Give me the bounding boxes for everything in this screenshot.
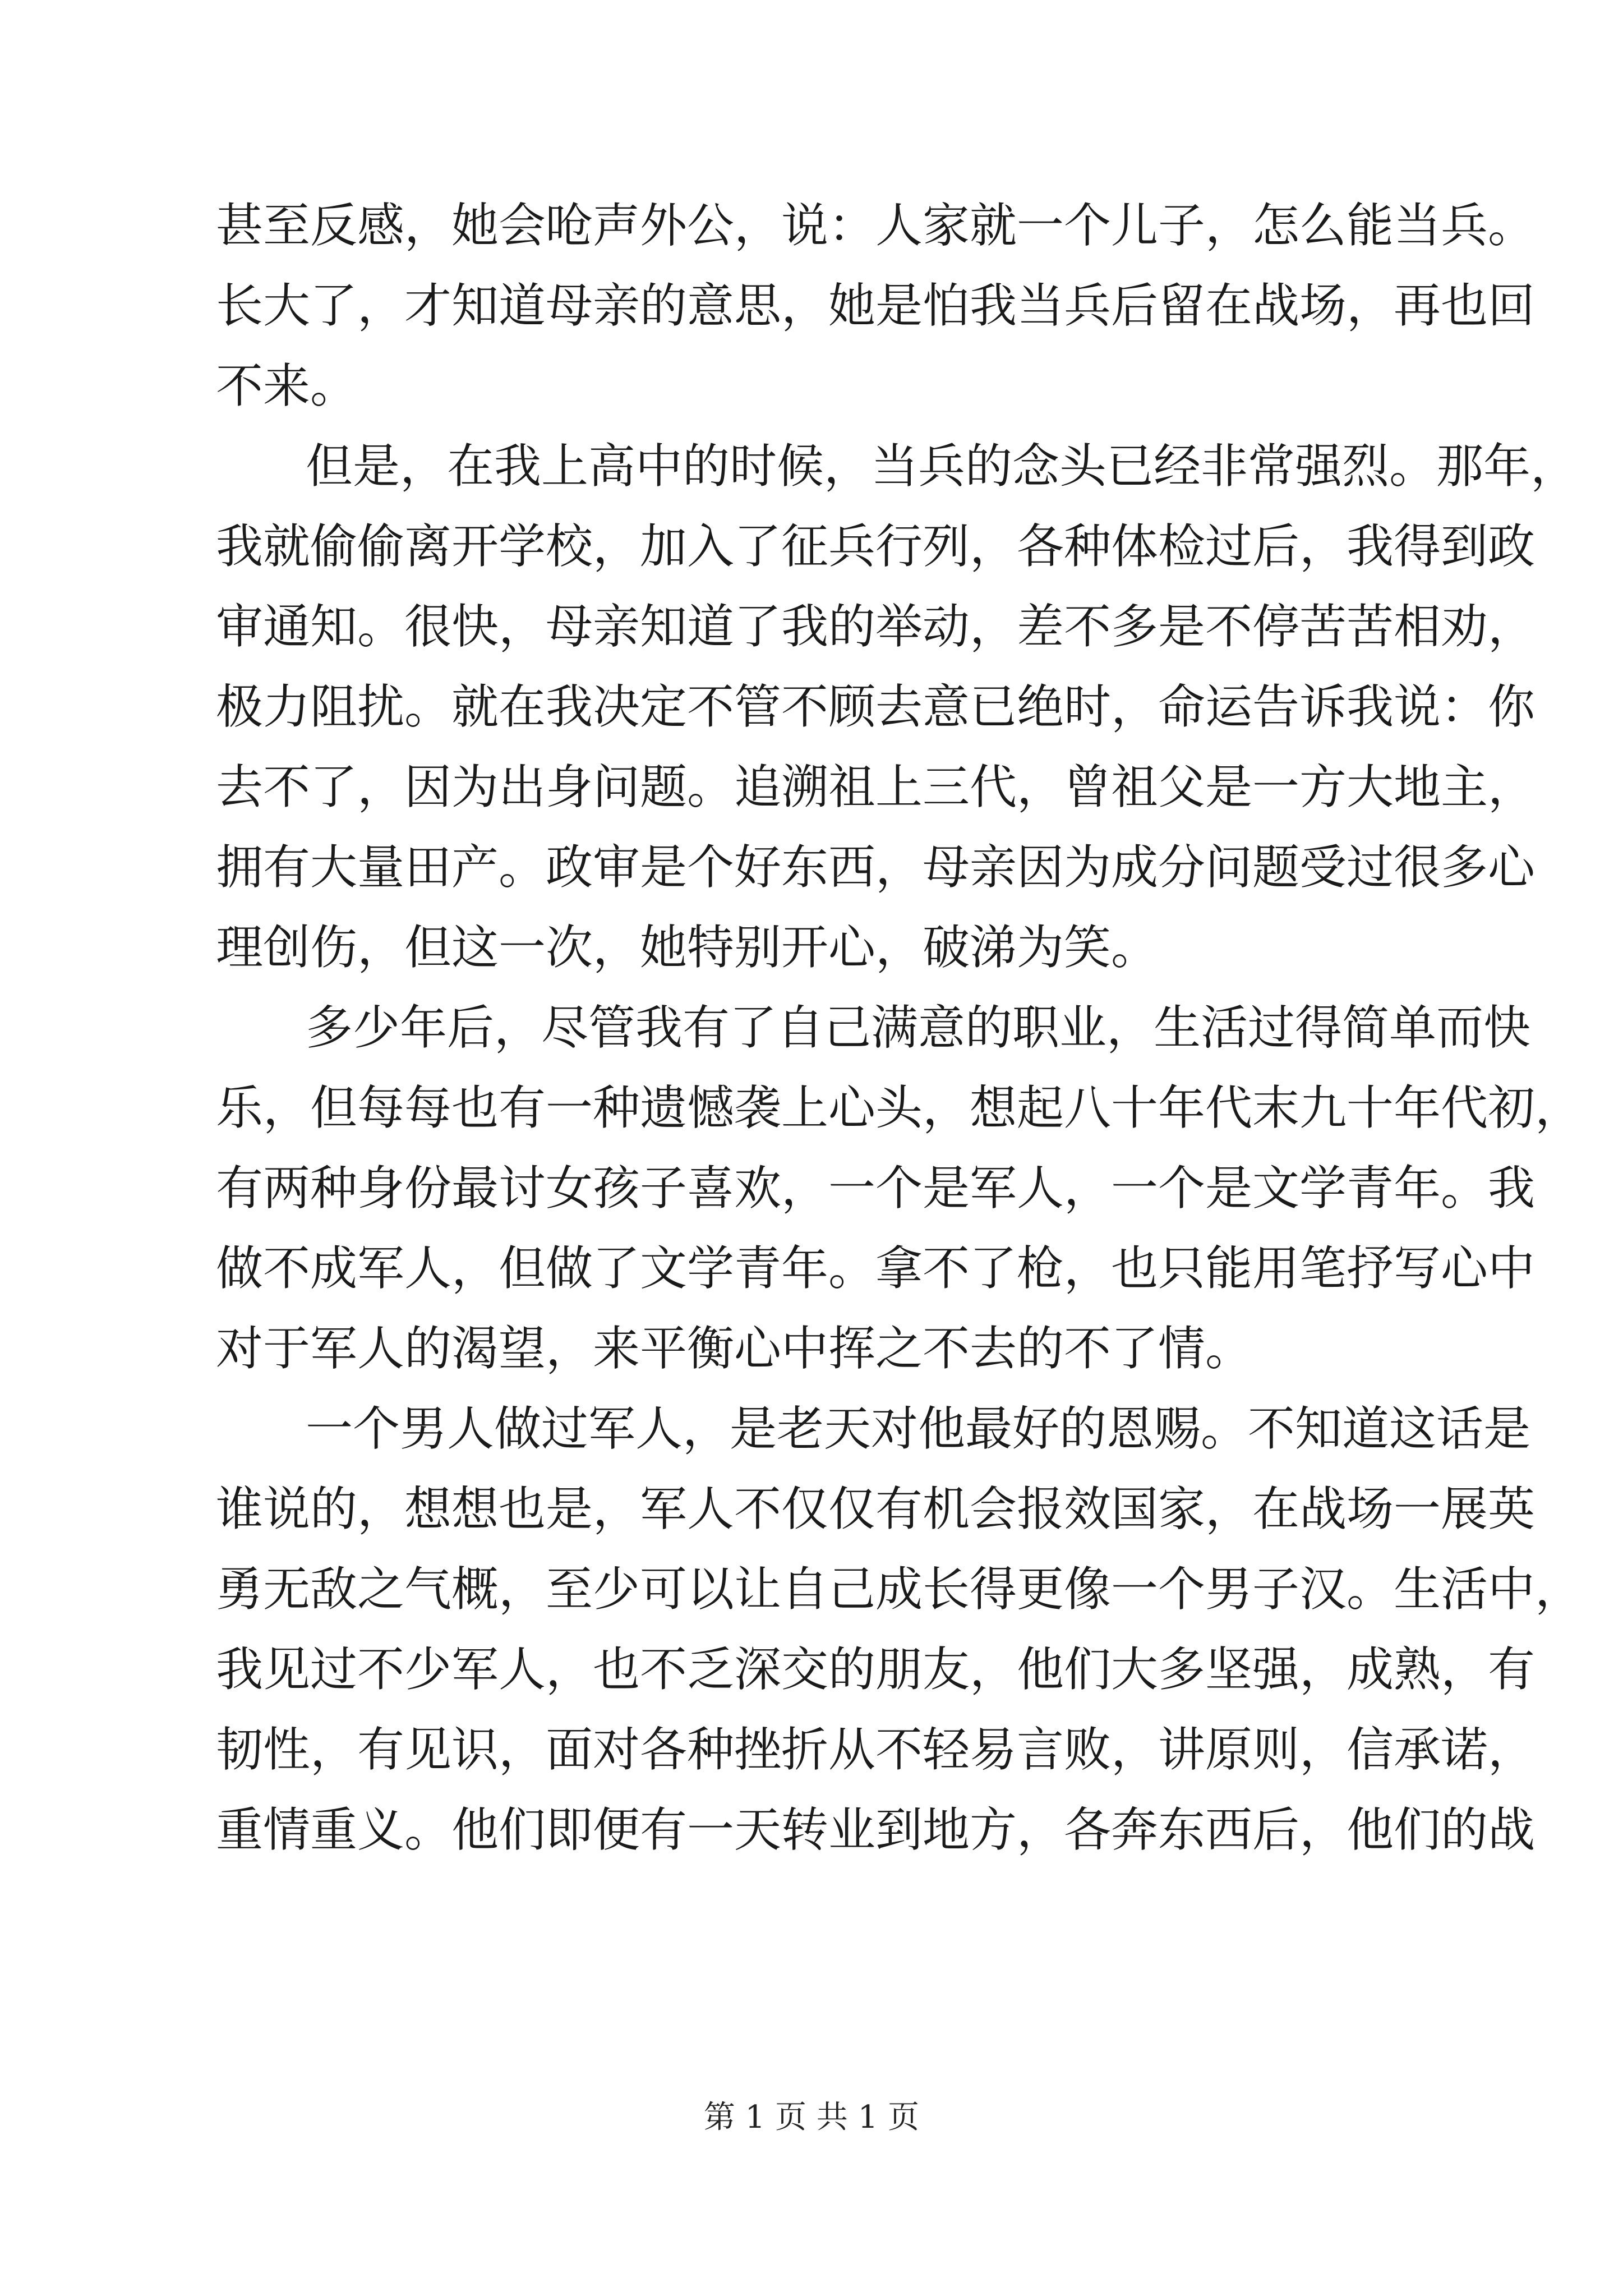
text-line: 对于军人的渴望，来平衡心中挥之不去的不了情。 (216, 1321, 1253, 1376)
text-line: 我就偷偷离开学校，加入了征兵行列，各种体检过后，我得到政 (216, 519, 1536, 574)
text-line: 甚至反感，她会呛声外公，说：人家就一个儿子，怎么能当兵。 (216, 198, 1536, 253)
text-line: 理创伤，但这一次，她特别开心，破涕为笑。 (216, 920, 1159, 975)
text-line: 审通知。很快，母亲知道了我的举动，差不多是不停苦苦相劝， (216, 599, 1536, 654)
page-footer (0, 2098, 1623, 2137)
text-line: 极力阻扰。就在我决定不管不顾去意已绝时，命运告诉我说：你 (216, 679, 1536, 734)
text-line: 做不成军人，但做了文学青年。拿不了枪，也只能用笔抒写心中 (216, 1241, 1536, 1296)
text-line: 去不了，因为出身问题。追溯祖上三代，曾祖父是一方大地主， (216, 760, 1536, 815)
paragraph-start-line: 一个男人做过军人，是老天对他最好的恩赐。不知道这话是 (306, 1401, 1531, 1456)
text-line: 重情重义。他们即便有一天转业到地方，各奔东西后，他们的战 (216, 1802, 1536, 1857)
text-line: 长大了，才知道母亲的意思，她是怕我当兵后留在战场，再也回 (216, 278, 1536, 333)
page-number-label: 第 1 页 共 1 页 (703, 2099, 920, 2136)
text-line: 谁说的，想想也是，军人不仅仅有机会报效国家，在战场一展英 (216, 1481, 1536, 1536)
paragraph-start-line: 但是，在我上高中的时候，当兵的念头已经非常强烈。那年， (306, 439, 1578, 494)
text-line: 乐，但每每也有一种遗憾袭上心头，想起八十年代末九十年代初， (216, 1080, 1583, 1135)
text-line: 不来。 (216, 358, 358, 413)
text-line: 韧性，有见识，面对各种挫折从不轻易言败，讲原则，信承诺， (216, 1722, 1536, 1777)
text-line: 勇无敌之气概，至少可以让自己成长得更像一个男子汉。生活中， (216, 1562, 1583, 1617)
paragraph-start-line: 多少年后，尽管我有了自己满意的职业，生活过得简单而快 (306, 1000, 1531, 1055)
text-line: 拥有大量田产。政审是个好东西，母亲因为成分问题受过很多心 (216, 840, 1536, 895)
text-line: 我见过不少军人，也不乏深交的朋友，他们大多坚强，成熟，有 (216, 1642, 1536, 1697)
text-line: 有两种身份最讨女孩子喜欢，一个是军人，一个是文学青年。我 (216, 1161, 1536, 1216)
